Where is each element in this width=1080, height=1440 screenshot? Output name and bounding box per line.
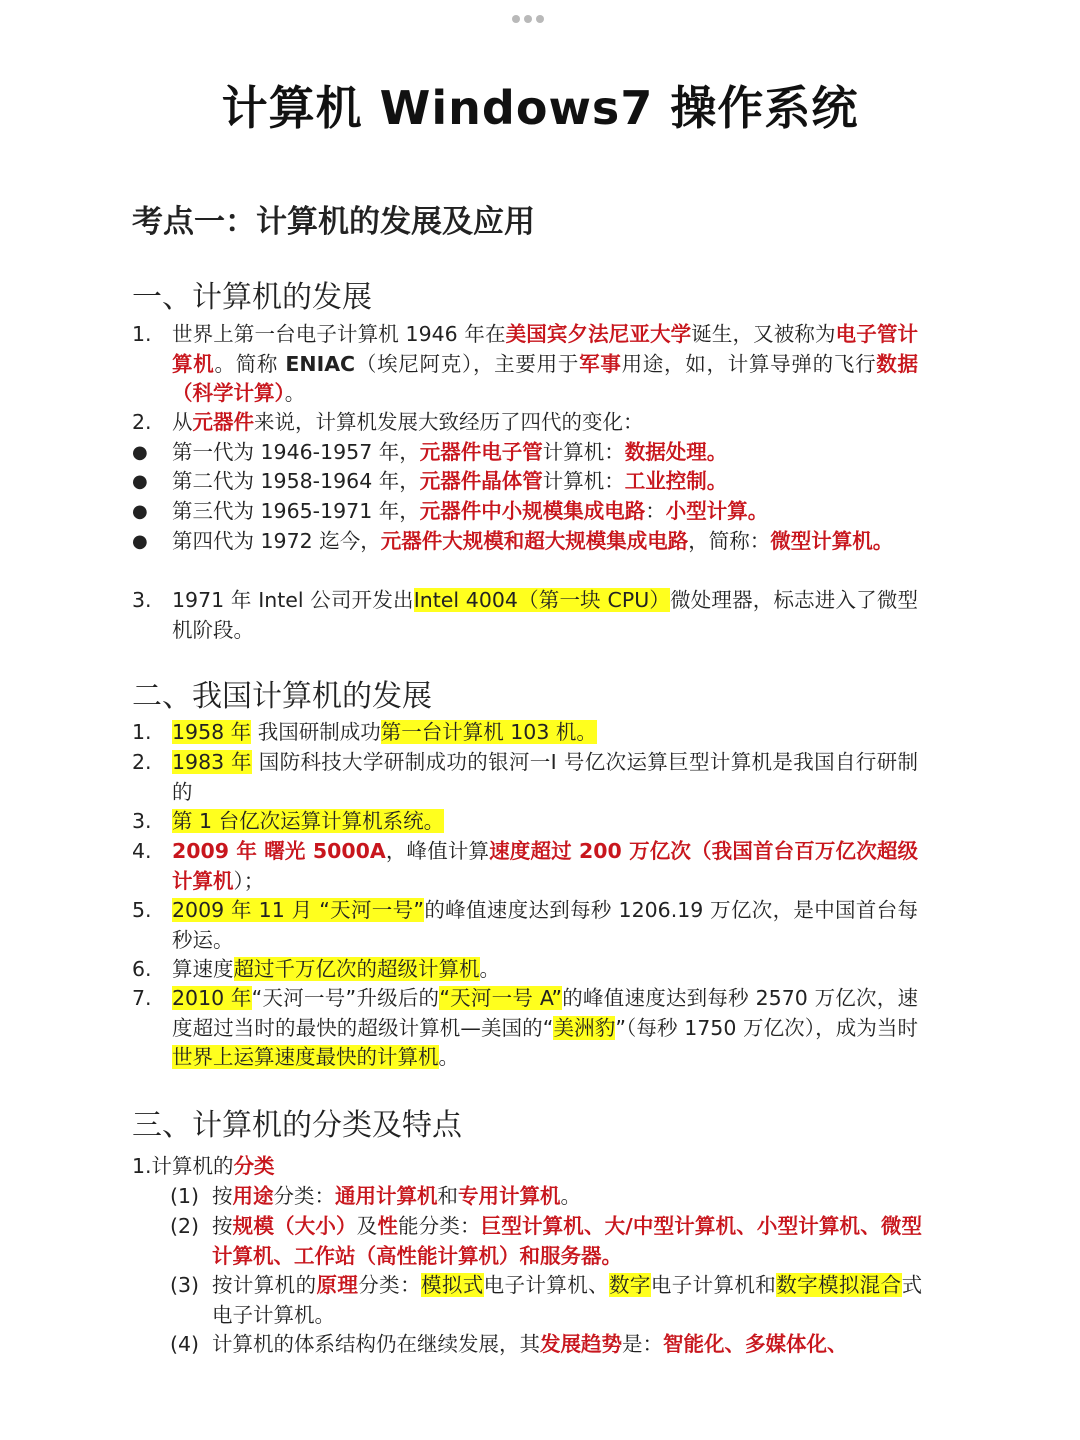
section2-heading: 二、我国计算机的发展 — [132, 679, 432, 714]
more-options-icon[interactable] — [510, 8, 570, 22]
topic-heading: 考点一：计算机的发展及应用 — [132, 204, 535, 240]
section3-heading: 三、计算机的分类及特点 — [132, 1108, 462, 1143]
classification-lead: 1.计算机的分类 — [132, 1154, 275, 1178]
section1-heading: 一、计算机的发展 — [132, 280, 372, 315]
document-title: 计算机 Windows7 操作系统 — [221, 81, 859, 135]
